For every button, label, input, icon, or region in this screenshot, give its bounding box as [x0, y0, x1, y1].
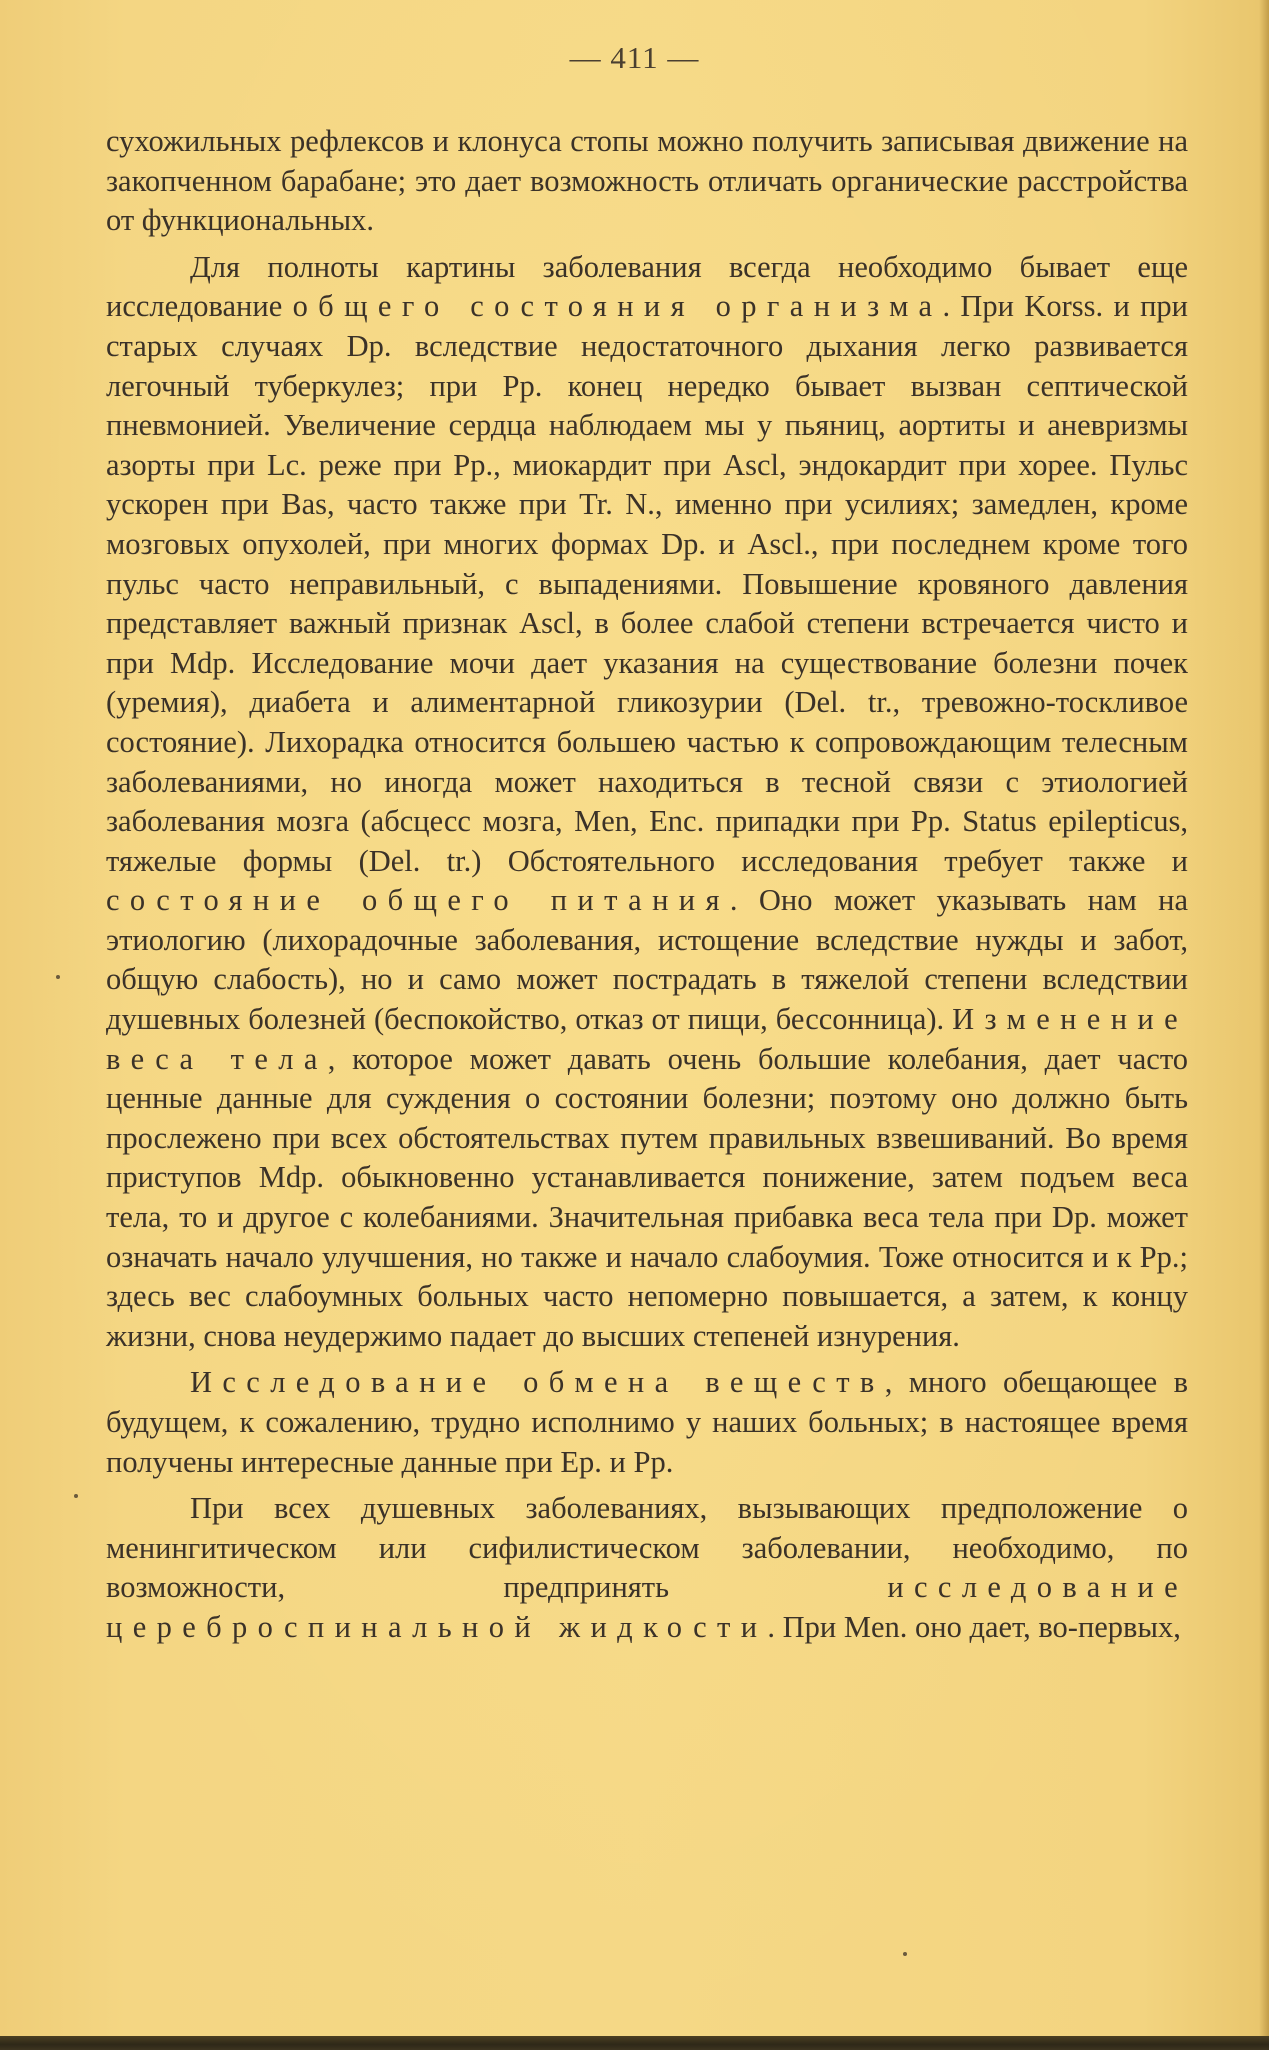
paragraph	[106, 122, 1188, 241]
paragraph	[106, 1489, 1188, 1647]
page-number: — 411 —	[569, 40, 700, 75]
text-run: . Оно может указывать нам на этиологию (лихорадочные заболевания, истощение вследствие нужды и забот, общую слабость), но и само может пострадать в тяжелой степени вследствии душевных болезней (беспокойство, отказ от пищи, бессонница).	[106, 883, 1188, 1037]
emphasized-text: исследование цереброспинальной жидкости	[106, 1570, 1188, 1644]
page-bottom-edge	[0, 2036, 1269, 2050]
emphasized-text: общего состояния организма	[292, 289, 943, 324]
text-run: , которое может давать очень большие колебания, дает часто ценные данные для суждения о состоянии болезни; поэтому оно должно быть прослежено при всех обстоятельствах путем правильных взвешиваний. Во время приступов Mdp. обыкновенно устанавливается понижение, затем подъем веса тела, то и другое с колебаниями. Значительная прибавка веса тела при Dp. может означать начало улучшения, но также и начало слабоумия. Тоже относится и к Pp.; здесь вес слабоумных больных часто непомерно повышается, а затем, к концу жизни, снова неудержимо падает до высших степеней изнурения.	[106, 1041, 1189, 1353]
page-edge-shadow	[1259, 0, 1269, 2050]
emphasized-text: Исследование обмена веществ	[190, 1365, 885, 1400]
text-run: При всех душевных заболеваниях, вызывающих предположение о менингитическом или сифилистическом заболевании, необходимо, по возможности, предпринять	[106, 1491, 1188, 1605]
body-text	[106, 122, 1188, 1655]
text-run: . При Men. оно дает, во-первых,	[767, 1609, 1181, 1644]
ink-speck	[74, 1494, 78, 1498]
paragraph	[106, 248, 1188, 1357]
text-run: , много обещающее в будущем, к сожалению, трудно исполнимо у наших больных; в настоящее время получены интересные данные при Ep. и Pp.	[106, 1365, 1189, 1479]
ink-speck	[903, 1952, 907, 1956]
text-run: сухожильных рефлексов и клонуса стопы можно получить записывая движение на закопченном барабане; это дает возможность отличать органические расстройства от функциональных.	[106, 124, 1188, 238]
emphasized-text: Изменение веса тела	[106, 1002, 1188, 1076]
text-run: Для полноты картины заболевания всегда необходимо бывает еще исследование	[106, 249, 1188, 324]
emphasized-text: состояние общего питания	[106, 883, 730, 918]
text-run: . При Korss. и при старых случаях Dp. вследствие недостаточного дыхания легко развивается легочный туберкулез; при Pp. конец нередко бывает вызван септической пневмонией. Увеличение сердца наблюдаем мы у пьяниц, аортиты и аневризмы азорты при Lc. реже при Pp., миокардит при Ascl, эндокардит при хорее. Пульс ускорен при Bas, часто также при Tr. N., именно при усилиях; замедлен, кроме мозговых опухолей, при многих формах Dp. и Ascl., при последнем кроме того пульс часто неправильный, с выпадениями. Повышение кровяного давления представляет важный признак Ascl, в более слабой степени встречается чисто и при Mdp. Исследование мочи дает указания на существование болезни почек (уремия), диабета и алиментарной гликозурии (Del. tr., тревожно-тоскливое состояние). Лихорадка относится большею частью к сопровождающим телесным заболеваниями, но иногда может находиться в тесной связи с этиологией заболевания мозга (абсцесс мозга, Men, Enc. припадки при Pp. Status epilepticus, тяжелые формы (Del. tr.) Обстоятельного исследования требует также и	[106, 289, 1188, 878]
ink-speck	[56, 975, 60, 979]
paragraph	[106, 1363, 1188, 1482]
